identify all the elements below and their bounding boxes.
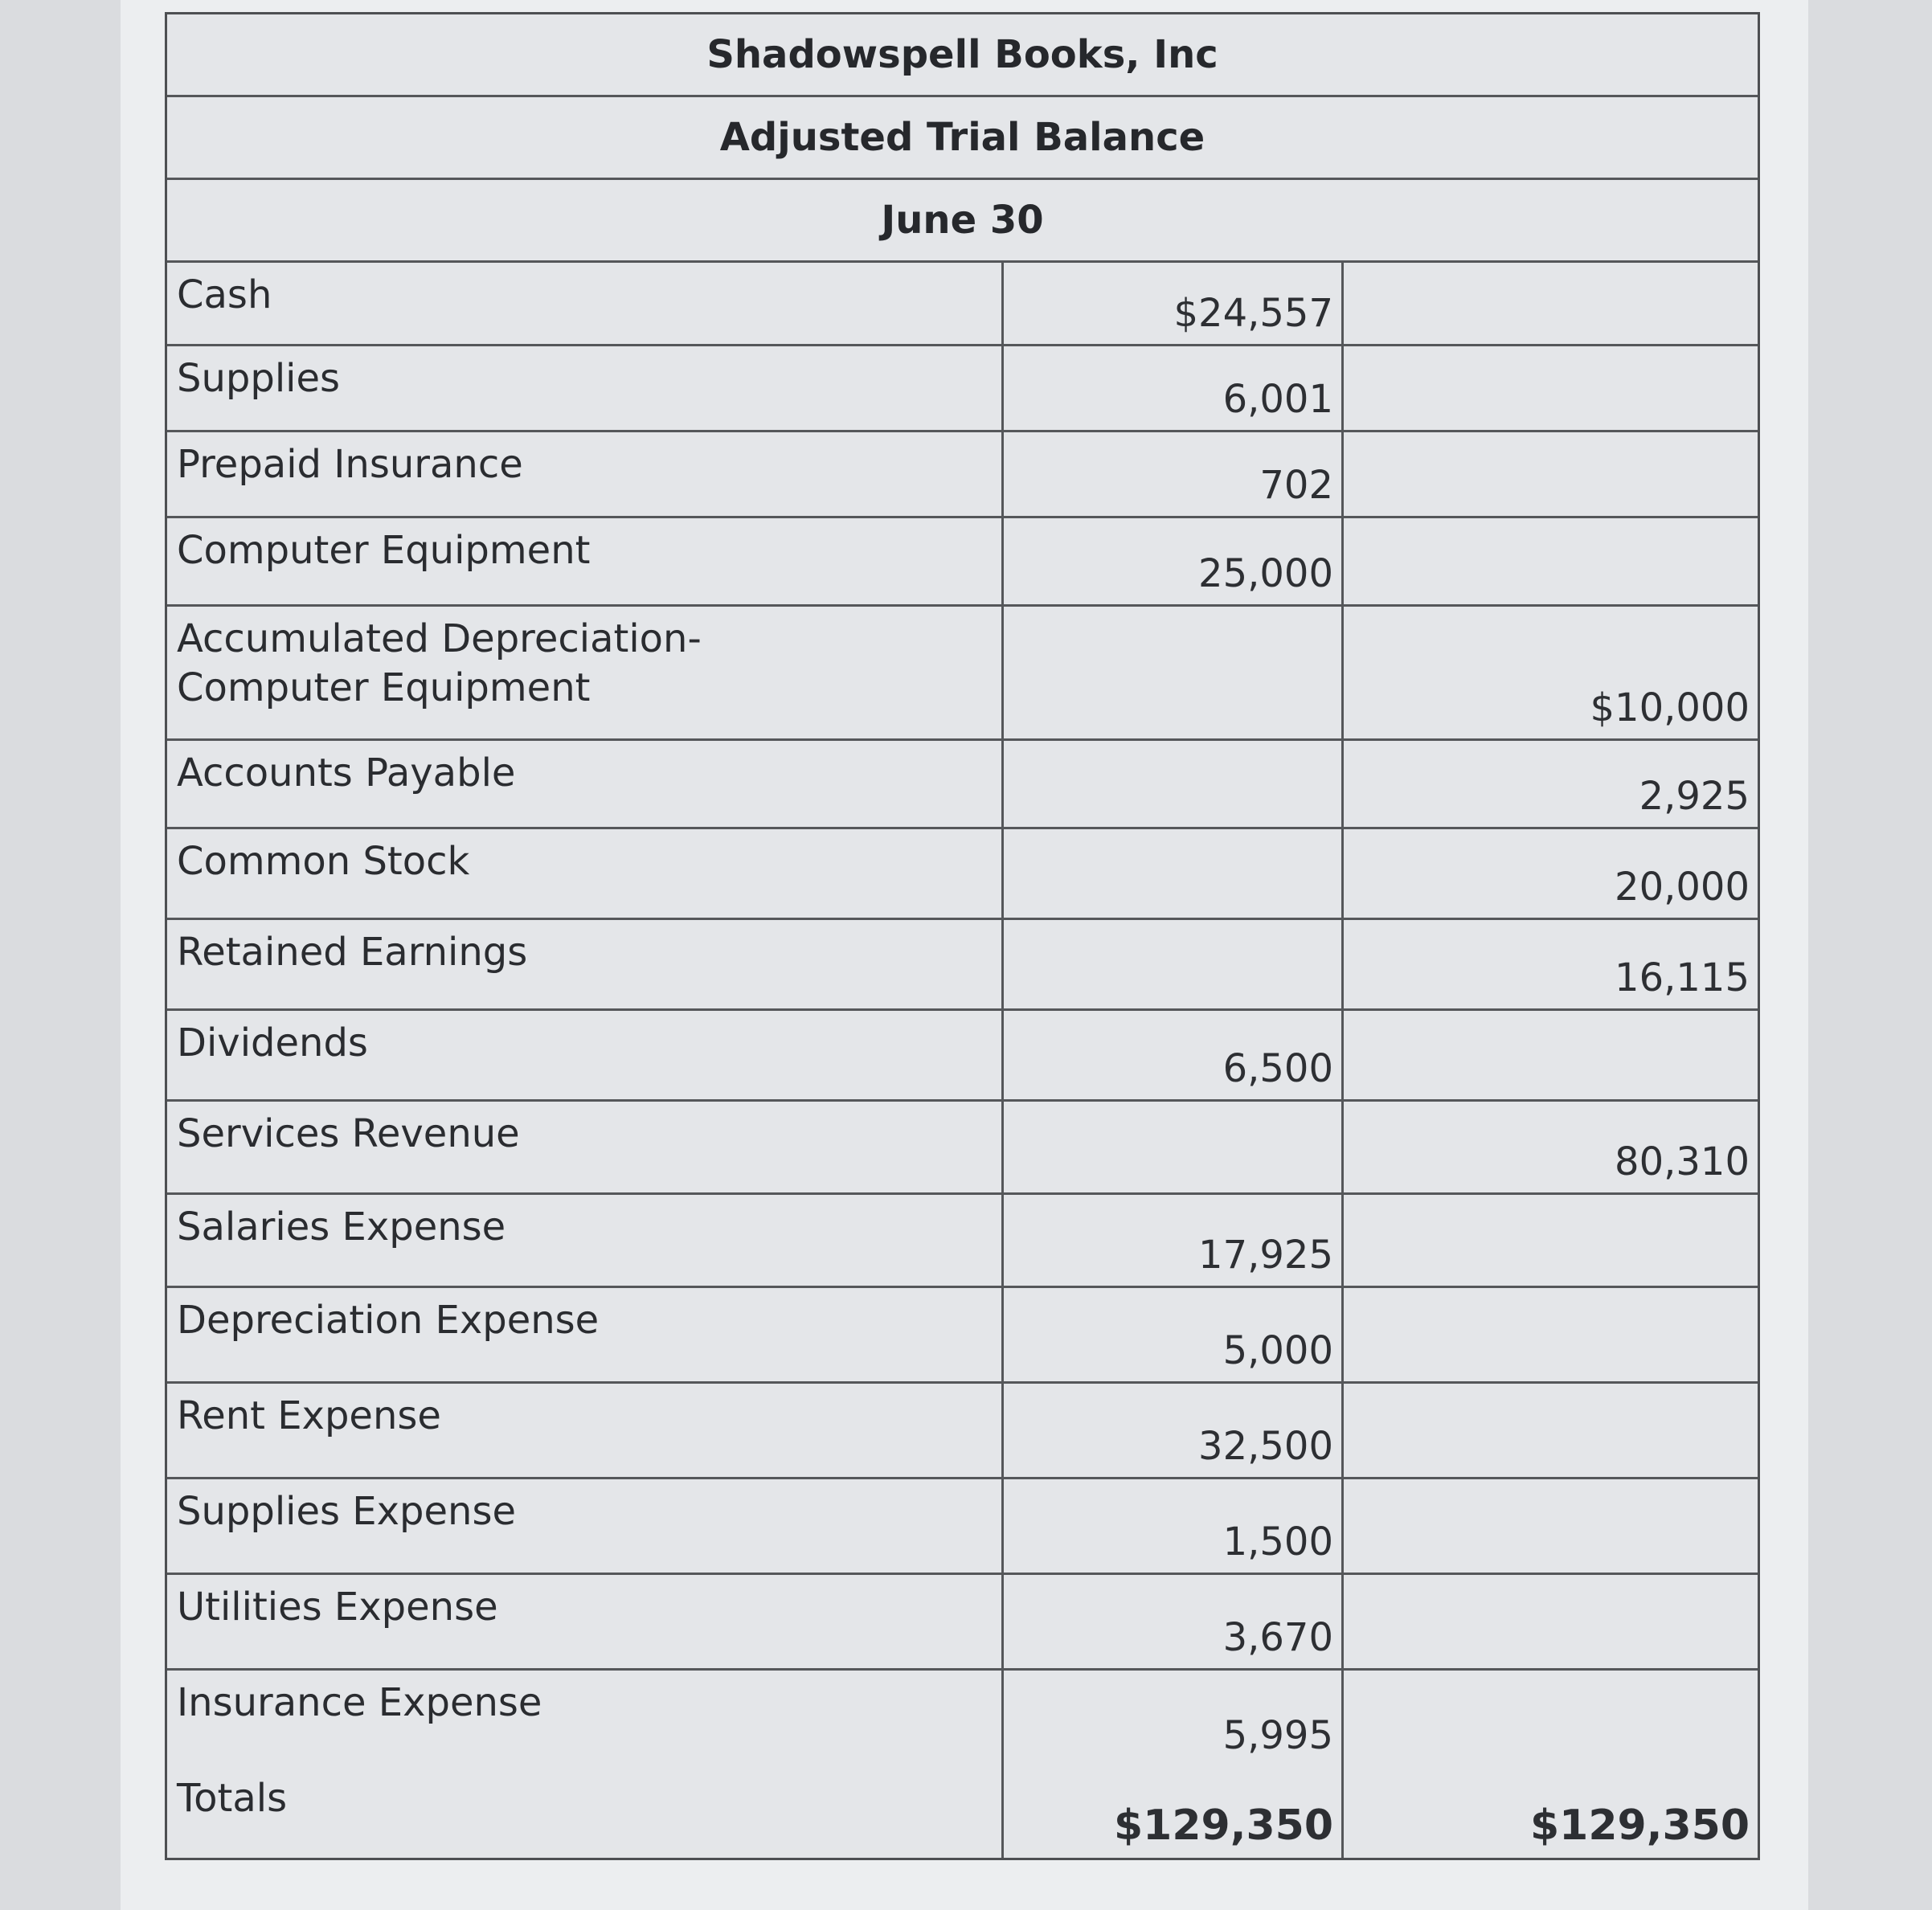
account-name: Rent Expense (177, 1393, 441, 1438)
debit-amount: 25,000 (1001, 518, 1341, 604)
account-row (167, 1384, 1758, 1479)
credit-amount (1341, 346, 1758, 430)
credit-amount (1341, 1011, 1758, 1099)
debit-amount (1001, 607, 1341, 738)
statement-title: Adjusted Trial Balance (167, 97, 1758, 180)
statement-date: June 30 (167, 180, 1758, 263)
account-row (167, 1102, 1758, 1195)
debit-amount: 6,500 (1001, 1011, 1341, 1099)
account-name: Supplies Expense (177, 1489, 516, 1534)
account-row (167, 741, 1758, 829)
account-row (167, 1479, 1758, 1575)
account-row (167, 920, 1758, 1011)
debit-amount: 1,500 (1001, 1479, 1341, 1573)
account-name: Insurance Expense (177, 1680, 542, 1725)
credit-amount: $10,000 (1341, 607, 1758, 738)
account-name: Common Stock (177, 839, 470, 884)
debit-amount (1001, 920, 1341, 1008)
credit-amount (1341, 1479, 1758, 1573)
credit-amount (1341, 1575, 1758, 1668)
credit-amount (1341, 263, 1758, 344)
account-name: Services Revenue (177, 1111, 520, 1156)
debit-amount (1001, 741, 1341, 827)
debit-amount: 702 (1001, 432, 1341, 516)
account-name: Computer Equipment (177, 528, 591, 573)
account-name: Depreciation Expense (177, 1298, 600, 1343)
account-name: Retained Earnings (177, 930, 528, 975)
account-row (167, 829, 1758, 920)
account-row (167, 1288, 1758, 1384)
account-row (167, 607, 1758, 741)
debit-amount: 5,000 (1001, 1288, 1341, 1381)
account-name: Dividends (177, 1020, 368, 1065)
credit-amount (1341, 518, 1758, 604)
credit-amount: 80,310 (1341, 1102, 1758, 1192)
credit-amount (1341, 1288, 1758, 1381)
account-row (167, 1195, 1758, 1288)
account-name: Accounts Payable (177, 751, 516, 795)
debit-amount (1001, 829, 1341, 918)
credit-amount (1341, 1195, 1758, 1286)
debit-amount: 17,925 (1001, 1195, 1341, 1286)
totals-label: Totals (177, 1776, 288, 1821)
account-row (167, 1671, 1758, 1766)
credit-amount (1341, 1671, 1758, 1766)
company-name: Shadowspell Books, Inc (167, 14, 1758, 97)
debit-amount: 3,670 (1001, 1575, 1341, 1668)
totals-row (167, 1766, 1758, 1858)
account-rows (167, 263, 1758, 1766)
account-name: Salaries Expense (177, 1204, 506, 1249)
account-row (167, 1575, 1758, 1671)
debit-amount: 6,001 (1001, 346, 1341, 430)
account-name: Utilities Expense (177, 1585, 498, 1630)
account-row (167, 432, 1758, 518)
debit-amount: 5,995 (1001, 1671, 1341, 1766)
account-row (167, 263, 1758, 346)
debit-amount (1001, 1102, 1341, 1192)
credit-amount: 16,115 (1341, 920, 1758, 1008)
credit-amount: 2,925 (1341, 741, 1758, 827)
account-row (167, 1011, 1758, 1102)
trial-balance-table (165, 12, 1760, 1860)
credit-amount: 20,000 (1341, 829, 1758, 918)
account-row (167, 518, 1758, 607)
account-name: Supplies (177, 356, 341, 401)
credit-amount (1341, 1384, 1758, 1477)
credit-amount (1341, 432, 1758, 516)
totals-credit: $129,350 (1341, 1766, 1758, 1858)
account-name: Accumulated Depreciation- Computer Equipment (177, 616, 702, 711)
debit-amount: $24,557 (1001, 263, 1341, 344)
account-name: Cash (177, 272, 272, 317)
debit-amount: 32,500 (1001, 1384, 1341, 1477)
totals-debit: $129,350 (1001, 1766, 1341, 1858)
account-name: Prepaid Insurance (177, 442, 523, 487)
account-row (167, 346, 1758, 432)
